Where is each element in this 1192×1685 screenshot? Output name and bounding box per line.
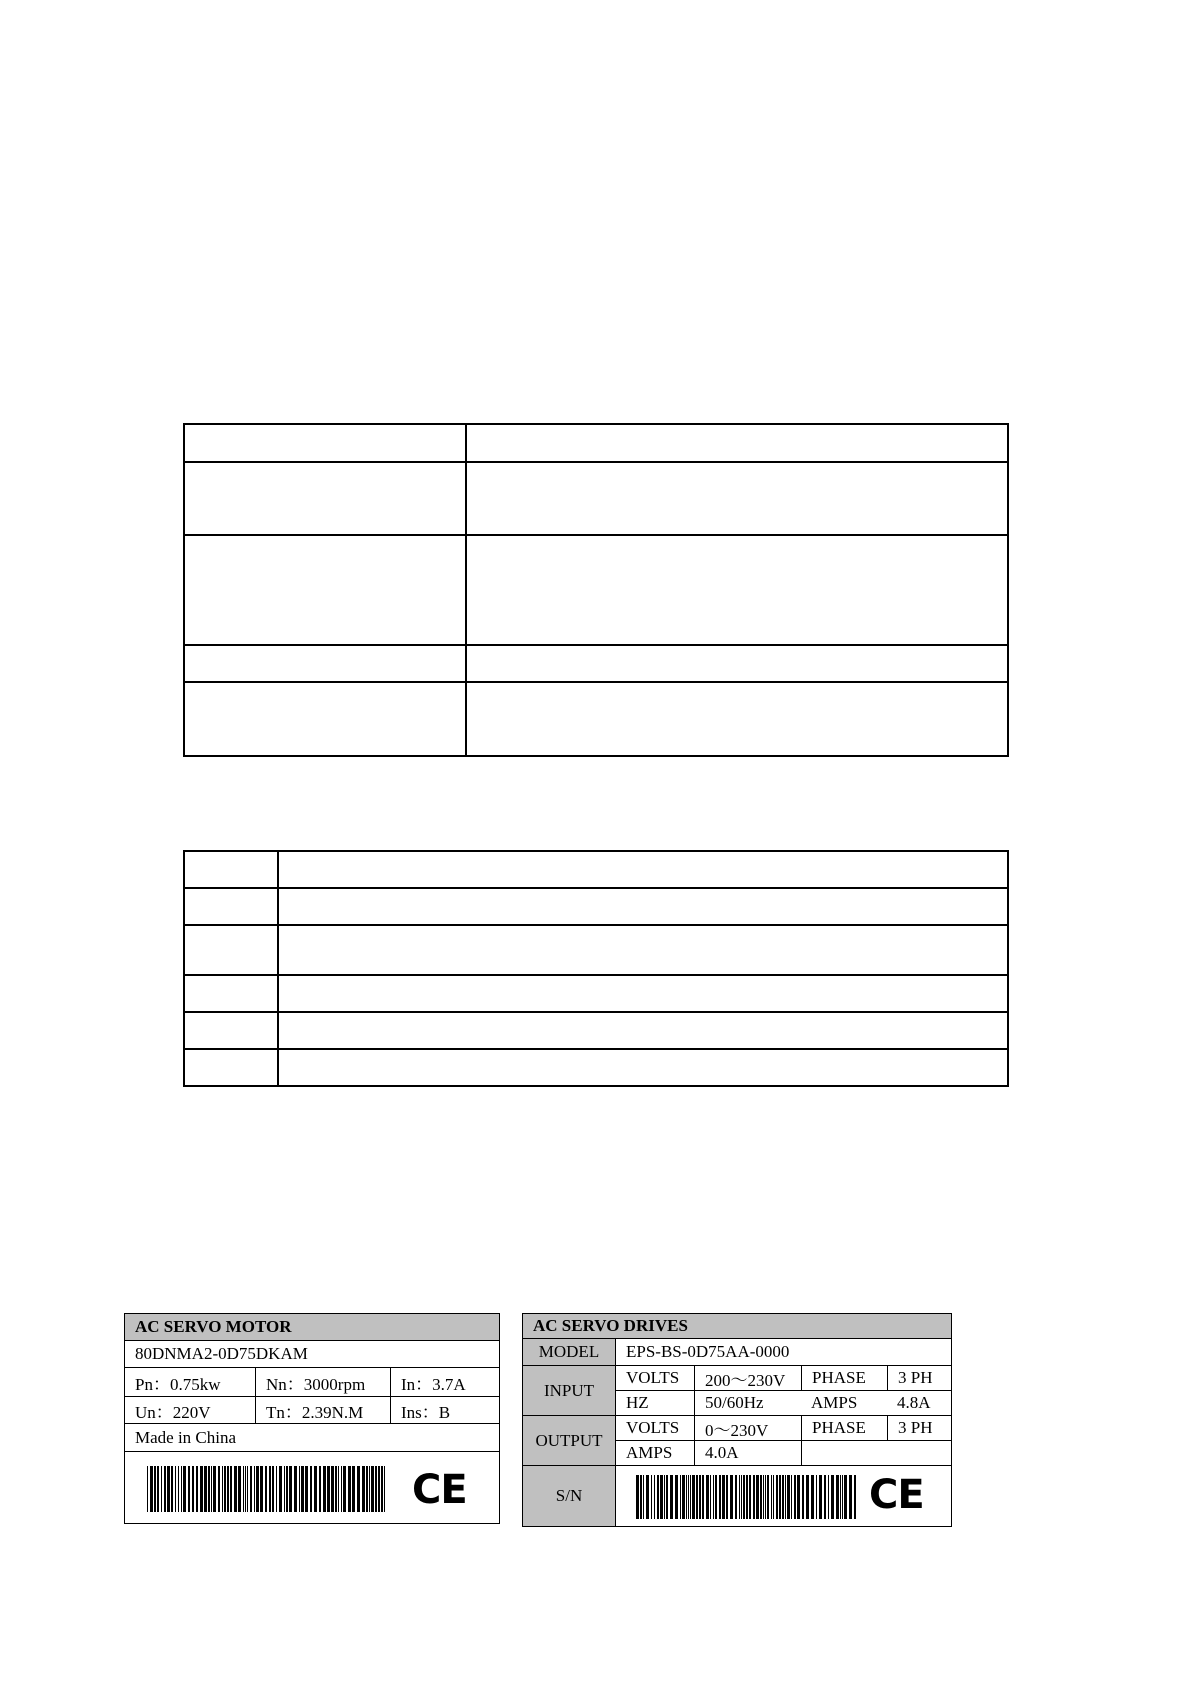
drive-output-label: OUTPUT — [523, 1416, 615, 1465]
table1-cell — [466, 535, 1008, 645]
barcode-icon — [636, 1475, 858, 1519]
input-volts-label: VOLTS — [626, 1368, 680, 1387]
input-volts-value: 200～230V — [694, 1366, 801, 1390]
table2-cell — [184, 1012, 278, 1049]
table1-cell — [466, 424, 1008, 462]
table1-cell — [184, 645, 466, 682]
drive-model-value: EPS-BS-0D75AA-0000 — [615, 1339, 951, 1365]
table1-cell — [184, 682, 466, 756]
table1-cell — [466, 462, 1008, 535]
input-hz-value: 50/60Hz — [694, 1391, 801, 1415]
output-phase-value: 3 PH — [887, 1416, 951, 1440]
table2-cell — [278, 925, 1008, 975]
input-amps-value: 4.8A — [897, 1393, 931, 1412]
motor-rated-voltage: Un：220V — [135, 1402, 211, 1422]
drive-input-label: INPUT — [523, 1366, 615, 1415]
motor-rated-speed: Nn：3000rpm — [255, 1368, 390, 1396]
blank-table-1 — [183, 423, 1009, 757]
input-phase-label: PHASE — [801, 1366, 887, 1390]
table2-cell — [278, 888, 1008, 925]
table2-cell — [278, 851, 1008, 888]
motor-insulation-class: Ins：B — [390, 1397, 499, 1423]
table1-cell — [466, 645, 1008, 682]
blank-table-2 — [183, 850, 1009, 1087]
drive-sn-label: S/N — [523, 1466, 615, 1526]
table2-cell — [278, 1049, 1008, 1086]
table2-cell — [184, 851, 278, 888]
table1-cell — [184, 462, 466, 535]
ce-mark-icon: CE — [412, 1467, 467, 1513]
barcode-icon — [147, 1466, 387, 1512]
table1-cell — [184, 535, 466, 645]
table2-cell — [184, 925, 278, 975]
output-amps-label: AMPS — [626, 1443, 673, 1462]
drive-model-label: MODEL — [523, 1339, 615, 1365]
output-volts-label: VOLTS — [626, 1418, 680, 1437]
motor-rated-torque: Tn：2.39N.M — [255, 1397, 390, 1423]
table2-cell — [278, 975, 1008, 1012]
table2-cell — [184, 975, 278, 1012]
table2-cell — [184, 888, 278, 925]
table1-cell — [466, 682, 1008, 756]
drive-nameplate — [522, 1313, 952, 1527]
motor-rated-power: Pn：0.75kw — [135, 1374, 221, 1394]
output-phase-label: PHASE — [801, 1416, 887, 1440]
motor-rated-current: In：3.7A — [390, 1368, 499, 1396]
ce-mark-icon: CE — [869, 1472, 924, 1518]
drive-plate-title: AC SERVO DRIVES — [523, 1314, 951, 1338]
motor-origin: Made in China — [135, 1427, 237, 1447]
input-amps-label: AMPS — [811, 1393, 858, 1412]
output-volts-value: 0～230V — [694, 1416, 801, 1440]
table1-cell — [184, 424, 466, 462]
output-empty-cell — [801, 1441, 951, 1465]
table2-cell — [278, 1012, 1008, 1049]
motor-nameplate — [124, 1313, 500, 1524]
input-hz-label: HZ — [626, 1393, 649, 1412]
motor-plate-title: AC SERVO MOTOR — [125, 1314, 499, 1340]
table2-cell — [184, 1049, 278, 1086]
motor-model: 80DNMA2-0D75DKAM — [135, 1344, 308, 1363]
output-amps-value: 4.0A — [694, 1441, 801, 1465]
input-phase-value: 3 PH — [887, 1366, 951, 1390]
